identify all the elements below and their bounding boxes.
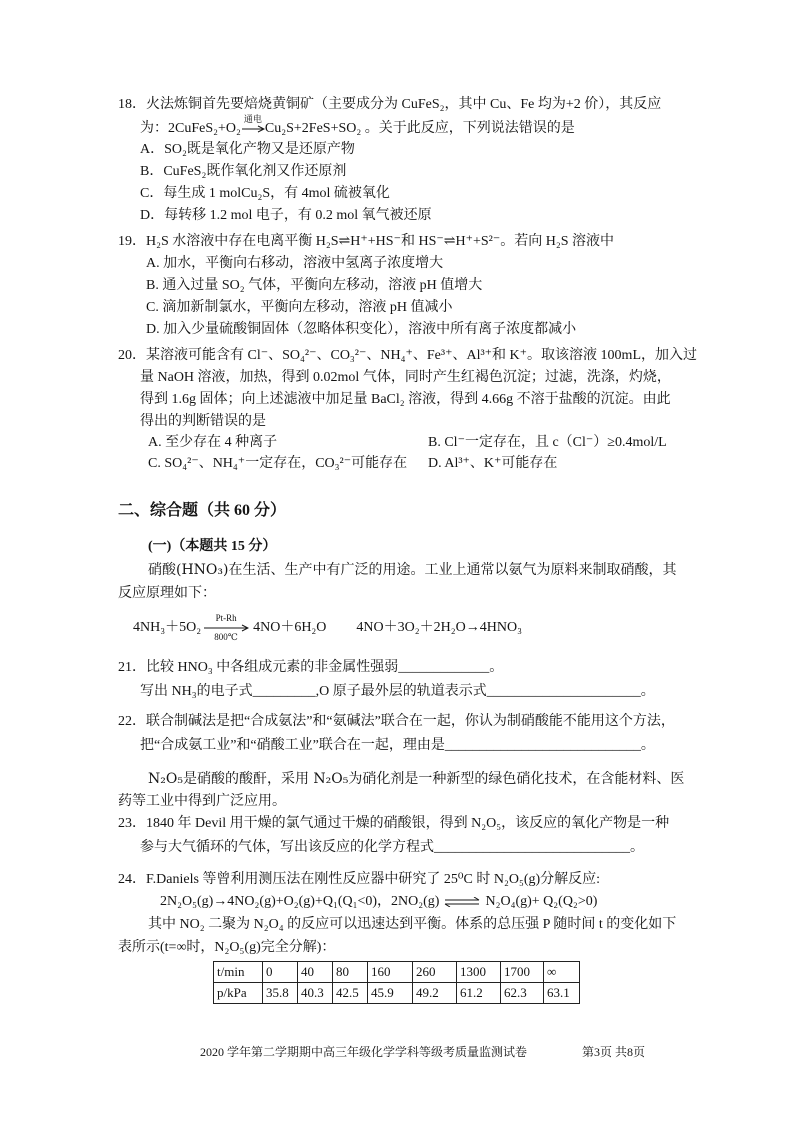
question-18-line-1 [118,95,661,115]
question-text: 1840 年 Devil 用干燥的氯气通过干燥的硝酸银，得到 N₂O₅，该反应的氧化产物是一种 [146,816,670,831]
table-cell: p/kPa [214,983,263,1004]
reaction-condition: 通电 [243,113,262,124]
question-21-line-1 [118,658,503,678]
question-text: 比较 HNO₃ 中各组成元素的非金属性强弱_____________。 [146,660,504,675]
option-b: B．CuFeS₂既作氧化剂又作还原剂 [140,164,347,179]
table-cell: 160 [368,962,413,983]
option-b: B. 通入过量 SO₂ 气体，平衡向左移动，溶液 pH 值增大 [146,278,483,293]
temperature-label: 800℃ [214,631,238,642]
equilibrium-arrow-icon [444,897,480,907]
catalyst-label: Pt-Rh [215,612,237,623]
question-text: 火法炼铜首先要焙烧黄铜矿（主要成分为 CuFeS₂，其中 Cu、Fe 均为+2 价），其反应 [146,97,662,112]
footer-exam-title: 2020 学年第二学期期中高三年级化学学科等级考质量监测试卷 [200,1045,528,1059]
question-18-line-2 [140,113,575,139]
table-row-pressure [214,983,580,1004]
option-b: B. Cl⁻一定存在，且 c（Cl⁻）≥0.4mol/L [428,435,667,450]
table-cell: 1300 [457,962,501,983]
equilibrium-arrow [444,897,480,907]
footer-page-number: 第3页 共8页 [582,1045,646,1059]
option-d: D．每转移 1.2 mol 电子，有 0.2 mol 氧气被还原 [140,208,432,223]
equation-2: 4NO＋3O₂＋2H₂O→4HNO₃ [356,620,522,635]
question-23-line-1 [118,814,669,834]
question-22-line-2: 把“合成氨工业”和“硝酸工业”联合在一起，理由是____________________________。 [140,738,655,753]
equation-right: Cu₂S+2FeS+SO₂ 。关于此反应，下列说法错误的是 [264,121,575,136]
question-text: H₂S 水溶液中存在电离平衡 H₂S⇌H⁺+HS⁻和 HS⁻⇌H⁺+S²⁻。若向 H₂S 溶液中 [146,234,615,249]
table-cell: 63.1 [544,983,580,1004]
equation-left: 为：2CuFeS₂+O₂ [140,121,241,136]
option-d: D. 加入少量硫酸铜固体（忽略体积变化），溶液中所有离子浓度都减小 [146,322,577,337]
option-d: D. Al³⁺、K⁺可能存在 [428,456,558,471]
table-cell: 40 [298,962,333,983]
question-number: 22． [118,714,146,729]
question-number: 18． [118,97,146,112]
table-cell: t/min [214,962,263,983]
table-cell: 1700 [501,962,544,983]
table-cell: ∞ [544,962,580,983]
intro-line-2: 反应原理如下： [118,585,216,601]
question-23-line-2: 参与大气循环的气体，写出该反应的化学方程式____________________________。 [140,840,644,855]
option-c: C. SO₄²⁻、NH₄⁺一定存在，CO₃²⁻可能存在 [148,456,408,471]
n2o5-intro-line-1: N₂O₅是硝酸的酸酐，采用 N₂O₅为硝化剂是一种新型的绿色硝化技术，在含能材料、医 [148,771,685,787]
question-21-line-2: 写出 NH₃的电子式_________,O 原子最外层的轨道表示式______________________。 [140,684,655,699]
table-cell: 80 [333,962,368,983]
equation-1-right: 4NO＋6H₂O [253,620,327,635]
question-number: 19． [118,234,146,249]
question-number: 21． [118,660,146,675]
table-cell: 260 [413,962,457,983]
table-cell: 40.3 [298,983,333,1004]
question-20-line-4: 得出的判断错误的是 [140,414,266,429]
equation-right: N₂O₄(g)+ Q₂(Q₂>0) [485,894,598,909]
table-cell: 49.2 [413,983,457,1004]
question-24-para-line-1: 其中 NO₂ 二聚为 N₂O₄ 的反应可以迅速达到平衡。体系的总压强 P 随时间 t 的变化如下 [148,917,677,932]
catalytic-arrow [203,612,249,642]
option-c: C．每生成 1 molCu₂S，有 4mol 硫被氧化 [140,186,390,201]
reaction-arrow [241,113,265,133]
pressure-time-table [213,961,580,1004]
question-24-equation [160,892,597,912]
question-19-line-1 [118,232,614,252]
arrow-icon [241,125,265,133]
table-cell: 35.8 [263,983,298,1004]
option-a: A．SO₂既是氧化产物又是还原产物 [140,142,355,157]
reaction-equations [133,612,522,642]
option-a: A. 加水，平衡向右移动，溶液中氢离子浓度增大 [146,256,444,271]
table-row-time [214,962,580,983]
option-c: C. 滴加新制氯水，平衡向左移动，溶液 pH 值减小 [146,300,453,315]
question-20-line-3: 得到 1.6g 固体；向上述滤液中加足量 BaCl₂ 溶液，得到 4.66g 不溶于盐酸的沉淀。由此 [140,392,671,407]
question-24-para-line-2: 表所示(t=∞时，N₂O₅(g)完全分解)： [118,940,336,955]
question-22-line-1 [118,712,675,732]
table-cell: 42.5 [333,983,368,1004]
question-number: 24． [118,872,146,887]
question-text: 联合制碱法是把“合成氨法”和“氨碱法”联合在一起，你认为制硝酸能不能用这个方法， [146,714,675,729]
table-cell: 0 [263,962,298,983]
arrow-icon [203,624,249,632]
equation-1-left: 4NH₃＋5O₂ [133,620,202,635]
question-text: F.Daniels 等曾利用测压法在刚性反应器中研究了 25⁰C 时 N₂O₅(g)分解反应: [146,872,601,887]
question-number: 23． [118,816,146,831]
table-cell: 45.9 [368,983,413,1004]
question-text: 某溶液可能含有 Cl⁻、SO₄²⁻、CO₃²⁻、NH₄⁺、Fe³⁺、Al³⁺和 K⁺。取该溶液 100mL，加入过 [146,348,698,363]
question-number: 20． [118,348,146,363]
question-20-line-1 [118,346,697,366]
n2o5-intro-line-2: 药等工业中得到广泛应用。 [118,793,286,809]
question-20-line-2: 量 NaOH 溶液，加热，得到 0.02mol 气体，同时产生红褐色沉淀；过滤，洗涤，灼烧， [140,370,671,385]
option-a: A. 至少存在 4 种离子 [148,435,278,450]
table-cell: 62.3 [501,983,544,1004]
part-title: (一)（本题共 15 分） [148,539,277,554]
table-cell: 61.2 [457,983,501,1004]
intro-line-1: 硝酸(HNO₃)在生活、生产中有广泛的用途。工业上通常以氨气为原料来制取硝酸，其 [148,562,677,578]
section-title: 二、综合题（共 60 分） [118,502,287,519]
question-24-line-1 [118,870,600,890]
equation-left: 2N₂O₅(g)→4NO₂(g)+O₂(g)+Q₁(Q₁<0)，2NO₂(g) [160,894,440,909]
